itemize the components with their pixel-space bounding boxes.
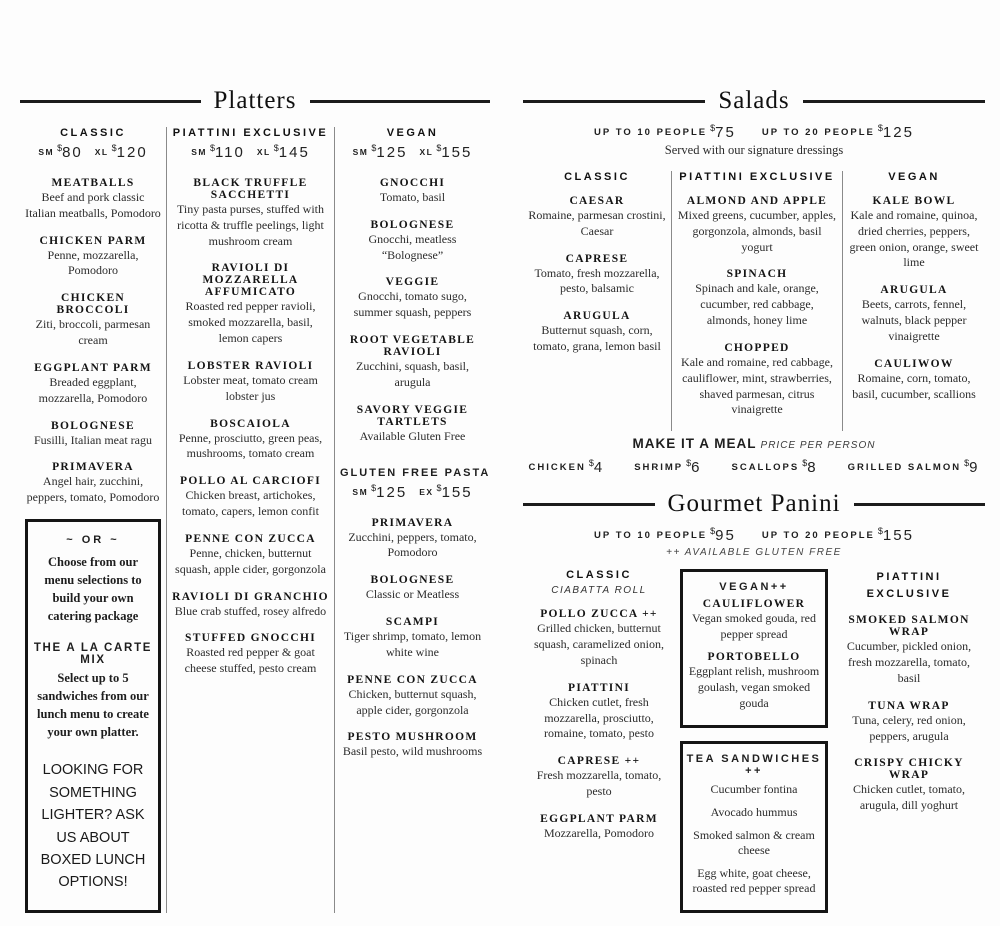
divider-rule <box>310 100 491 103</box>
divider-rule <box>854 503 986 506</box>
currency-sign: $ <box>273 143 279 153</box>
item-desc: Blue crab stuffed, rosey alfredo <box>174 603 327 618</box>
menu-item <box>528 310 666 355</box>
people-label: UP TO 20 PEOPLE <box>761 530 875 542</box>
panini-title: Gourmet Panini <box>667 490 841 518</box>
item-desc: Beef and pork classic Italian meatballs, Pomodoro <box>25 190 161 220</box>
size-label: XL <box>256 147 271 157</box>
price-value: 125 <box>882 124 914 141</box>
item-name: EGGPLANT PARM <box>34 361 152 374</box>
menu-item <box>172 360 329 405</box>
menu-item <box>528 813 670 842</box>
item-name: ALMOND AND APPLE <box>686 195 828 207</box>
ciabatta-roll-note: CIABATTA ROLL <box>551 585 647 597</box>
item-desc: Romaine, parmesan crostini, Caesar <box>528 208 666 238</box>
item-name: SCAMPI <box>385 616 440 629</box>
item-desc: Tiny pasta purses, stuffed with ricotta & truffle peelings, light mushroom cream <box>177 202 324 248</box>
salads-pricing <box>523 123 985 142</box>
item-desc: Fresh mozzarella, tomato, pesto <box>536 768 662 799</box>
divider-rule <box>523 100 705 103</box>
item-name: CHICKEN BROCCOLI <box>56 292 130 317</box>
price-value: 120 <box>116 144 148 161</box>
currency-sign: $ <box>111 143 117 153</box>
item-desc: Breaded eggplant, mozzarella, Pomodoro <box>38 374 148 405</box>
item-name: EGGPLANT PARM <box>540 812 658 825</box>
platters-title: Platters <box>213 87 297 114</box>
menu-item <box>848 358 980 403</box>
divider-rule <box>803 100 985 103</box>
currency-sign: $ <box>371 482 377 493</box>
salads-subtitle: Served with our signature dressings <box>664 143 844 157</box>
item-name: BLACK TRUFFLE SACCHETTI <box>193 177 308 201</box>
a-la-carte-mix-heading: THE A LA CARTE MIX <box>33 641 153 666</box>
item-desc: Butternut squash, corn, tomato, grana, lemon basil <box>533 323 661 354</box>
price-value: 155 <box>441 144 473 161</box>
currency-sign: $ <box>802 458 808 469</box>
size-label: SM <box>352 486 369 497</box>
item-name: STUFFED GNOCCHI <box>185 632 316 645</box>
item-name: GNOCCHI <box>379 177 446 189</box>
salads-column-classic <box>523 171 672 431</box>
menu-item <box>677 195 837 255</box>
item-name: VEGGIE <box>385 276 440 289</box>
item-desc: Mixed greens, cucumber, apples, gorgonzola, almonds, basil yogurt <box>677 208 837 254</box>
column-heading: CLASSIC <box>566 569 632 582</box>
item-name: CAULIFLOWER <box>702 598 806 611</box>
platters-grid <box>20 127 490 913</box>
build-your-own-box <box>25 519 161 913</box>
option-label: CHICKEN <box>528 462 586 474</box>
panini-column-boxes <box>675 569 833 926</box>
item-name: CRISPY CHICKY WRAP <box>854 757 964 782</box>
item-name: KALE BOWL <box>872 195 956 207</box>
meal-option <box>732 458 818 477</box>
boxed-lunch-callout: LOOKING FOR SOMETHING LIGHTER? ASK US ABOUT BOXED LUNCH OPTIONS! <box>40 762 146 891</box>
price-per-person-note: PRICE PER PERSON <box>760 440 876 452</box>
menu-item <box>686 598 822 643</box>
price-value: 125 <box>376 144 408 161</box>
item-name: MEATBALLS <box>51 177 135 189</box>
item-name: PENNE CON ZUCCA <box>347 673 478 686</box>
menu-item <box>25 420 161 449</box>
item-name: SPINACH <box>726 268 788 281</box>
item-name: PRIMAVERA <box>52 461 134 474</box>
meal-option <box>634 458 701 477</box>
item-desc: Tomato, fresh mozzarella, pesto, balsamic <box>534 265 660 296</box>
divider-rule <box>20 100 201 103</box>
size-label: XL <box>419 147 434 157</box>
item-name: BOLOGNESE <box>370 574 455 587</box>
panini-grid <box>523 569 985 926</box>
people-label: UP TO 10 PEOPLE <box>594 530 708 542</box>
price-value: 9 <box>969 459 980 477</box>
item-name: PRIMAVERA <box>371 516 454 529</box>
panini-column-classic <box>523 569 675 926</box>
platters-column-classic <box>20 127 167 913</box>
build-package-text: Choose from our menu selections to build your own catering package <box>44 555 142 624</box>
meal-option <box>848 458 980 477</box>
make-it-a-meal-options <box>523 458 985 477</box>
item-name: PIATTINI <box>568 681 630 694</box>
menu-item <box>528 253 666 298</box>
menu-item <box>340 177 485 206</box>
menu-item <box>25 292 161 349</box>
salads-title-row <box>523 88 985 114</box>
item-name: ARUGULA <box>880 284 948 297</box>
item-desc: Cucumber, pickled onion, fresh mozzarella, tomato, basil <box>846 639 972 685</box>
divider-rule <box>523 503 655 506</box>
gluten-free-pasta-heading: GLUTEN FREE PASTA <box>340 466 491 479</box>
item-desc: Chicken cutlet, tomato, arugula, dill yoghurt <box>853 782 965 813</box>
panini-gluten-free-note: ++ AVAILABLE GLUTEN FREE <box>666 547 842 559</box>
size-label: SM <box>352 147 369 157</box>
item-desc: Zucchini, squash, basil, arugula <box>356 359 469 389</box>
item-name: PORTOBELLO <box>707 650 801 663</box>
currency-sign: $ <box>371 143 377 153</box>
currency-sign: $ <box>710 526 716 537</box>
price-value: 145 <box>278 144 310 161</box>
price-value: 75 <box>715 124 736 141</box>
menu-item <box>172 262 329 346</box>
vegan-panini-box <box>680 569 828 728</box>
item-desc: Penne, prosciutto, green peas, mushrooms, tomato cream <box>178 430 323 461</box>
item-name: CAULIWOW <box>874 357 954 370</box>
item-desc: Fusilli, Italian meat ragu <box>34 432 152 447</box>
item-name: PENNE CON ZUCCA <box>185 532 316 545</box>
menu-item <box>340 219 485 264</box>
item-desc: Basil pesto, wild mushrooms <box>342 744 483 759</box>
item-name: CAPRESE ++ <box>557 755 641 768</box>
column-pricing <box>172 143 329 162</box>
item-desc: Penne, chicken, butternut squash, apple cider, gorgonzola <box>175 545 326 576</box>
tea-sandwiches-heading: TEA SANDWICHES ++ <box>686 753 822 778</box>
menu-item <box>172 418 329 463</box>
menu-item <box>848 284 980 344</box>
menu-item <box>340 674 485 719</box>
item-name: ROOT VEGETABLE RAVIOLI <box>349 334 476 359</box>
item-desc: Penne, mozzarella, Pomodoro <box>47 247 139 278</box>
people-label: UP TO 10 PEOPLE <box>594 127 708 138</box>
vegan-box-heading: VEGAN++ <box>719 581 789 594</box>
menu-item <box>340 334 485 391</box>
column-heading: VEGAN <box>888 171 940 183</box>
tea-sandwich-item: Smoked salmon & cream cheese <box>693 827 815 858</box>
price-value: 4 <box>593 459 605 477</box>
menu-item <box>838 614 980 686</box>
item-desc: Classic or Meatless <box>365 587 460 602</box>
menu-item <box>172 475 329 520</box>
item-desc: Gnocchi, meatless “Bolognese” <box>368 231 457 262</box>
panini-column-piattini-exclusive <box>833 569 985 926</box>
currency-sign: $ <box>588 458 594 469</box>
item-name: PESTO MUSHROOM <box>347 731 478 744</box>
price-pair <box>594 526 736 545</box>
item-name: POLLO AL CARCIOFI <box>180 475 321 488</box>
menu-item <box>677 342 837 418</box>
item-name: POLLO ZUCCA ++ <box>540 608 658 621</box>
menu-item <box>528 682 670 742</box>
meal-option <box>529 458 605 477</box>
menu-item <box>340 574 485 603</box>
item-name: CAESAR <box>569 195 625 207</box>
item-desc: Ziti, broccoli, parmesan cream <box>35 317 151 348</box>
item-desc: Lobster meat, tomato cream lobster jus <box>183 372 318 403</box>
item-desc: Vegan smoked gouda, red pepper spread <box>692 611 816 642</box>
tea-sandwich-item: Cucumber fontina <box>710 782 798 797</box>
item-name: LOBSTER RAVIOLI <box>187 359 314 372</box>
make-it-a-meal-heading: MAKE IT A MEAL <box>632 436 757 452</box>
item-name: BOSCAIOLA <box>210 417 291 430</box>
item-desc: Chicken breast, artichokes, tomato, capers, lemon confit <box>182 488 319 519</box>
column-heading: VEGAN <box>386 127 439 139</box>
price-pair <box>762 526 914 545</box>
item-desc: Kale and romaine, quinoa, dried cherries, peppers, green onion, orange, sweet lime <box>849 208 979 270</box>
column-pricing <box>25 143 161 162</box>
price-value: 110 <box>214 144 245 161</box>
menu-item <box>686 651 822 711</box>
menu-item <box>528 195 666 240</box>
size-label: EX <box>419 486 434 497</box>
price-value: 155 <box>441 483 473 501</box>
item-desc: Tuna, celery, red onion, peppers, arugula <box>852 712 966 743</box>
menu-item <box>340 404 485 445</box>
menu-item <box>25 362 161 407</box>
item-name: SAVORY VEGGIE TARTLETS <box>356 403 469 428</box>
platters-column-vegan <box>335 127 490 913</box>
menu-item <box>25 177 161 222</box>
column-heading: CLASSIC <box>564 171 630 183</box>
item-desc: Chicken cutlet, fresh mozzarella, prosciutto, romaine, tomato, pesto <box>544 694 654 741</box>
menu-item <box>677 268 837 328</box>
menu-item <box>172 533 329 578</box>
price-value: 80 <box>62 144 83 161</box>
item-desc: Chicken, butternut squash, apple cider, gorgonzola <box>348 686 477 717</box>
item-name: SMOKED SALMON WRAP <box>848 614 970 639</box>
salads-title: Salads <box>718 87 790 114</box>
size-label: SM <box>38 147 55 157</box>
item-desc: Beets, carrots, fennel, walnuts, black pepper vinaigrette <box>861 297 967 343</box>
item-desc: Mozzarella, Pomodoro <box>544 825 654 840</box>
currency-sign: $ <box>964 458 970 469</box>
item-desc: Zucchini, peppers, tomato, Pomodoro <box>348 529 477 560</box>
currency-sign: $ <box>57 143 63 153</box>
menu-item <box>172 632 329 677</box>
menu-item <box>848 195 980 271</box>
column-pricing <box>340 143 485 162</box>
menu-item <box>340 731 485 760</box>
menu-item <box>340 517 485 562</box>
item-name: ARUGULA <box>563 310 631 323</box>
currency-sign: $ <box>686 458 692 469</box>
currency-sign: $ <box>877 123 883 133</box>
menu-item <box>838 700 980 745</box>
column-heading: PIATTINI EXCLUSIVE <box>172 127 329 139</box>
currency-sign: $ <box>436 482 442 493</box>
item-name: RAVIOLI DI MOZZARELLA AFFUMICATO <box>202 262 299 299</box>
menu-item <box>340 616 485 661</box>
item-desc: Angel hair, zucchini, peppers, tomato, Pomodoro <box>26 474 160 505</box>
price-value: 8 <box>807 459 818 477</box>
item-desc: Tomato, basil <box>379 190 446 204</box>
item-desc: Spinach and kale, orange, cucumber, red cabbage, almonds, honey lime <box>695 281 819 328</box>
currency-sign: $ <box>710 123 716 133</box>
item-name: CHICKEN PARM <box>39 234 147 247</box>
platters-column-piattini-exclusive <box>167 127 335 913</box>
option-label: SCALLOPS <box>731 462 800 474</box>
menu-item <box>340 276 485 321</box>
menu-item <box>172 177 329 249</box>
price-value: 95 <box>715 527 736 545</box>
item-name: CAPRESE <box>565 252 629 265</box>
item-name: CHOPPED <box>724 341 790 354</box>
item-desc: Gnocchi, tomato sugo, summer squash, peppers <box>353 289 472 320</box>
item-name: RAVIOLI DI GRANCHIO <box>172 590 329 603</box>
tea-sandwich-item: Egg white, goat cheese, roasted red pepper spread <box>692 865 816 896</box>
menu-item <box>172 591 329 620</box>
platters-section <box>20 88 490 913</box>
item-desc: Kale and romaine, red cabbage, cauliflower, mint, strawberries, shaved parmesan, citrus vinaigrette <box>681 354 833 417</box>
menu-item <box>25 235 161 280</box>
price-pair <box>594 123 736 142</box>
make-it-a-meal <box>523 435 985 477</box>
price-value: 125 <box>376 483 408 501</box>
option-label: GRILLED SALMON <box>847 462 962 474</box>
menu-item <box>25 461 161 506</box>
item-desc: Available Gluten Free <box>359 428 466 443</box>
column-heading: PIATTINI EXCLUSIVE <box>679 171 835 183</box>
price-value: 155 <box>882 527 914 545</box>
option-label: SHRIMP <box>634 462 684 474</box>
currency-sign: $ <box>436 143 442 153</box>
size-label: XL <box>94 147 109 157</box>
item-desc: Eggplant relish, mushroom goulash, vegan smoked gouda <box>688 663 820 710</box>
currency-sign: $ <box>877 526 883 537</box>
menu-item <box>528 755 670 800</box>
item-desc: Tiger shrimp, tomato, lemon white wine <box>343 629 482 659</box>
panini-title-row <box>523 491 985 517</box>
item-name: BOLOGNESE <box>370 218 455 231</box>
size-label: SM <box>191 147 207 157</box>
item-name: BOLOGNESE <box>51 419 135 432</box>
platters-title-row <box>20 88 490 114</box>
item-name: TUNA WRAP <box>868 699 950 712</box>
salads-column-vegan <box>843 171 985 431</box>
item-desc: Roasted red pepper & goat cheese stuffed, pesto cream <box>184 645 317 676</box>
column-heading: PIATTINI EXCLUSIVE <box>866 571 952 600</box>
salads-grid <box>523 171 985 431</box>
menu-item <box>528 608 670 668</box>
column-pricing <box>340 483 485 502</box>
people-label: UP TO 20 PEOPLE <box>761 127 875 138</box>
a-la-carte-mix-desc: Select up to 5 sandwiches from our lunch menu to create your own platter. <box>37 670 149 739</box>
item-desc: Romaine, corn, tomato, basil, cucumber, scallions <box>852 370 976 401</box>
menu-item <box>838 757 980 814</box>
price-value: 6 <box>691 459 702 477</box>
currency-sign: $ <box>209 143 215 153</box>
price-pair <box>762 123 914 142</box>
panini-pricing <box>523 526 985 545</box>
item-desc: Grilled chicken, butternut squash, caramelized onion, spinach <box>534 621 664 667</box>
tea-sandwich-item: Avocado hummus <box>710 805 798 820</box>
right-section <box>523 88 985 926</box>
or-label: ~ OR ~ <box>66 534 120 547</box>
column-heading: CLASSIC <box>60 127 126 139</box>
salads-column-piattini-exclusive <box>672 171 843 431</box>
item-desc: Roasted red pepper ravioli, smoked mozzarella, basil, lemon capers <box>185 299 316 346</box>
tea-sandwiches-box <box>680 741 828 913</box>
